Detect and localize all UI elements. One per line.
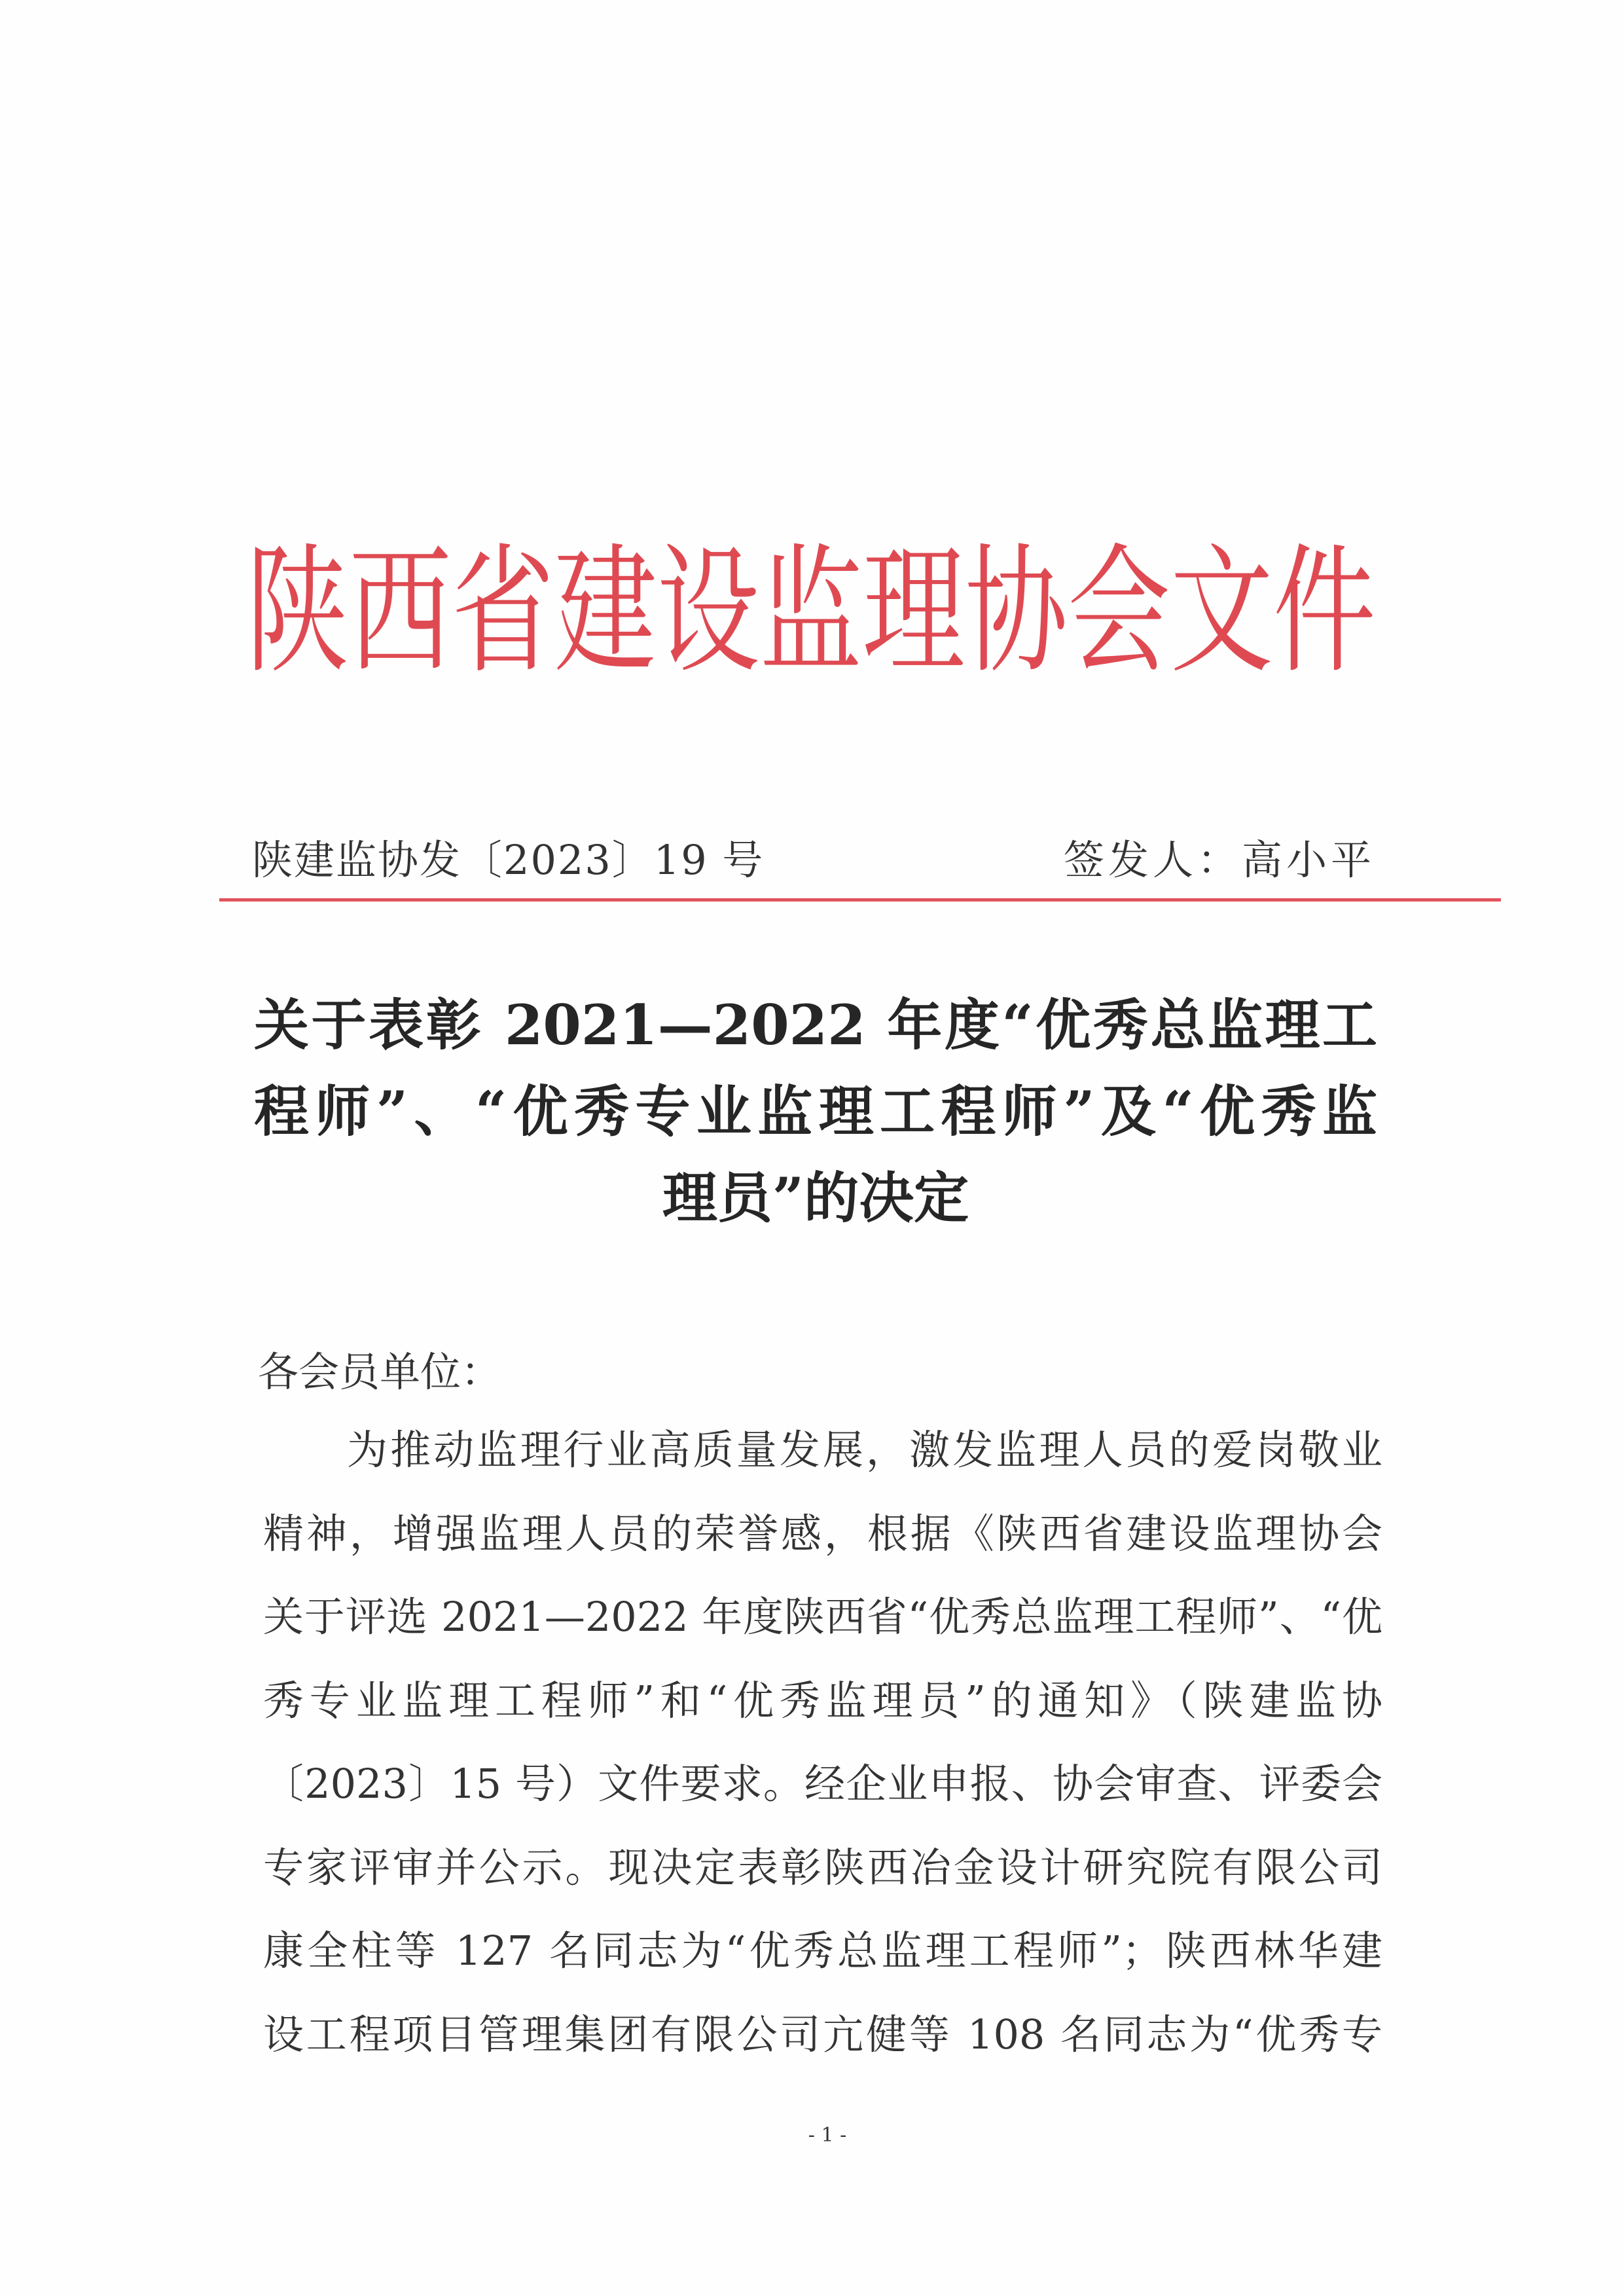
red-separator-line — [219, 898, 1501, 902]
paragraph-line: 关于评选 2021—2022 年度陕西省“优秀总监理工程师”、“优 — [263, 1593, 1382, 1641]
document-title — [254, 982, 1377, 1241]
signer-line: 签发人：高小平 — [1063, 836, 1375, 884]
document-number: 陕建监协发〔2023〕19 号 — [252, 836, 765, 884]
title-line: 关于表彰 2021—2022 年度“优秀总监理工 — [254, 993, 1377, 1057]
paragraph-line: 为推动监理行业高质量发展，激发监理人员的爱岗敬业 — [347, 1426, 1382, 1474]
salutation: 各会员单位： — [258, 1348, 502, 1396]
title-line: 理员”的决定 — [662, 1165, 969, 1230]
paragraph-line: 康全柱等 127 名同志为“优秀总监理工程师”；陕西林华建 — [263, 1927, 1382, 1975]
paragraph-line: 秀专业监理工程师”和“优秀监理员”的通知》（陕建监协 — [263, 1676, 1382, 1724]
page-number: - 1 - — [808, 2124, 847, 2147]
paragraph-line: 设工程项目管理集团有限公司亢健等 108 名同志为“优秀专 — [263, 2010, 1382, 2058]
paragraph-line: 精神，增强监理人员的荣誉感，根据《陕西省建设监理协会 — [263, 1509, 1382, 1558]
title-line: 程师”、“优秀专业监理工程师”及“优秀监 — [254, 1079, 1377, 1144]
paragraph-line: 〔2023〕15 号）文件要求。经企业申报、协会审查、评委会 — [263, 1760, 1382, 1808]
body-paragraph — [263, 1408, 1382, 2076]
paragraph-line: 专家评审并公示。现决定表彰陕西冶金设计研究院有限公司 — [263, 1843, 1382, 1891]
issuing-organization-header: 陕西省建设监理协会文件 — [246, 530, 1376, 692]
